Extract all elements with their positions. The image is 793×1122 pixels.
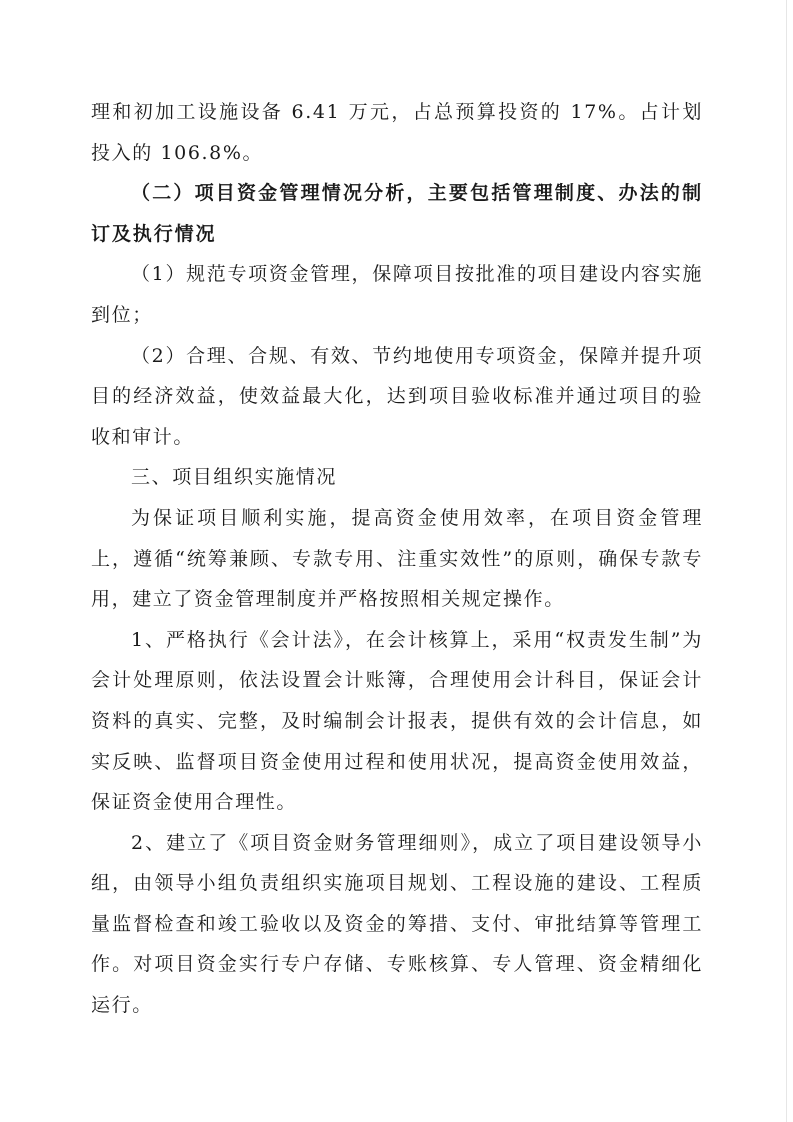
paragraph-budget-summary: 理和初加工设施设备 6.41 万元，占总预算投资的 17%。占计划投入的 106.8%。 <box>91 101 703 164</box>
section-heading-fund-management: （二）项目资金管理情况分析，主要包括管理制度、办法的制订及执行情况 <box>91 182 703 245</box>
paragraph-item-1: （1）规范专项资金管理，保障项目按批准的项目建设内容实施到位； <box>91 263 703 326</box>
paragraph-accounting-law: 1、严格执行《会计法》，在会计核算上，采用“权责发生制”为会计处理原则，依法设置会计账簿，合理使用会计科目，保证会计资料的真实、完整，及时编制会计报表，提供有效的会计信息，如实反映、监督项目资金使用过程和使用状况，提高资金使用效益，保证资金使用合理性。 <box>91 628 703 814</box>
paragraph-implementation-intro: 为保证项目顺利实施，提高资金使用效率，在项目资金管理上，遵循“统筹兼顾、专款专用、注重实效性”的原则，确保专款专用，建立了资金管理制度并严格按照相关规定操作。 <box>91 506 703 611</box>
paragraph-finance-rules: 2、建立了《项目资金财务管理细则》，成立了项目建设领导小组，由领导小组负责组织实施项目规划、工程设施的建设、工程质量监督检查和竣工验收以及资金的筹措、支付、审批结算等管理工作。对项目资金实行专户存储、专账核算、专人管理、资金精细化运行。 <box>91 831 703 1017</box>
document-body <box>91 92 703 1026</box>
page-edge-line <box>786 0 787 1122</box>
section-heading-implementation: 三、项目组织实施情况 <box>131 466 338 489</box>
paragraph-item-2: （2）合理、合规、有效、节约地使用专项资金，保障并提升项目的经济效益，使效益最大化，达到项目验收标准并通过项目的验收和审计。 <box>91 344 703 448</box>
